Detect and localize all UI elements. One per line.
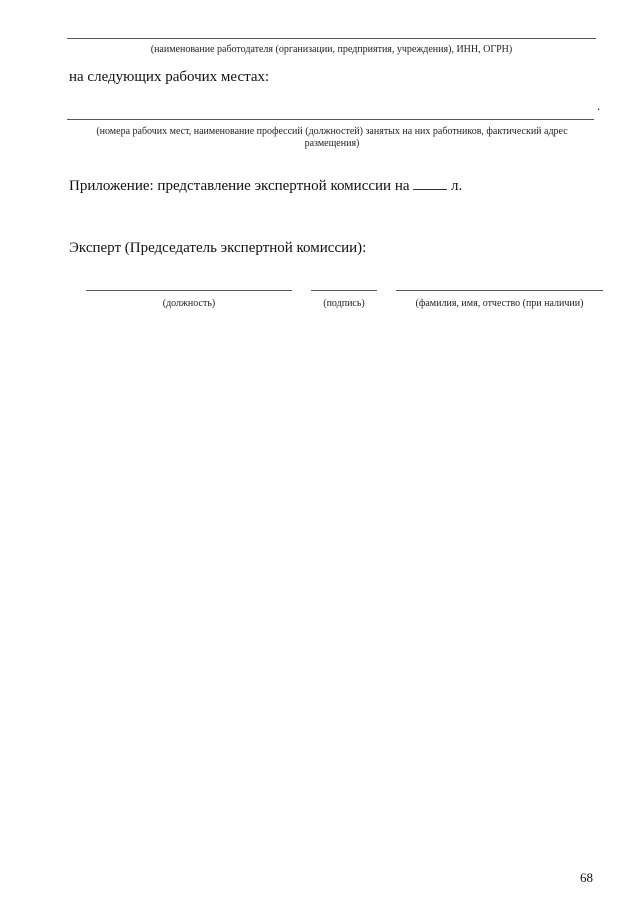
appendix-prefix: Приложение: представление экспертной комиссии на <box>69 178 410 194</box>
appendix-line <box>69 176 462 195</box>
page-number: 68 <box>580 870 593 885</box>
trailing-dot: . <box>597 98 601 113</box>
employer-line <box>67 38 596 39</box>
appendix-suffix: л. <box>451 178 463 194</box>
full-name-caption: (фамилия, имя, отчество (при наличии) <box>415 298 584 309</box>
expert-label: Эксперт (Председатель экспертной комиссии): <box>69 240 367 256</box>
workplaces-label: на следующих рабочих местах: <box>69 69 270 85</box>
signature-caption: (подпись) <box>323 298 365 309</box>
appendix-pages-field[interactable] <box>413 176 447 190</box>
position-line[interactable] <box>86 290 292 291</box>
position-caption: (должность) <box>162 298 216 309</box>
workplaces-caption: (номера рабочих мест, наименование профессий (должностей) занятых на них работников, фактический адрес размещения) <box>96 126 568 149</box>
full-name-line[interactable] <box>396 290 603 291</box>
employer-caption: (наименование работодателя (организации, предприятия, учреждения), ИНН, ОГРН) <box>150 44 513 55</box>
signature-line[interactable] <box>311 290 377 291</box>
workplaces-line <box>67 119 594 120</box>
